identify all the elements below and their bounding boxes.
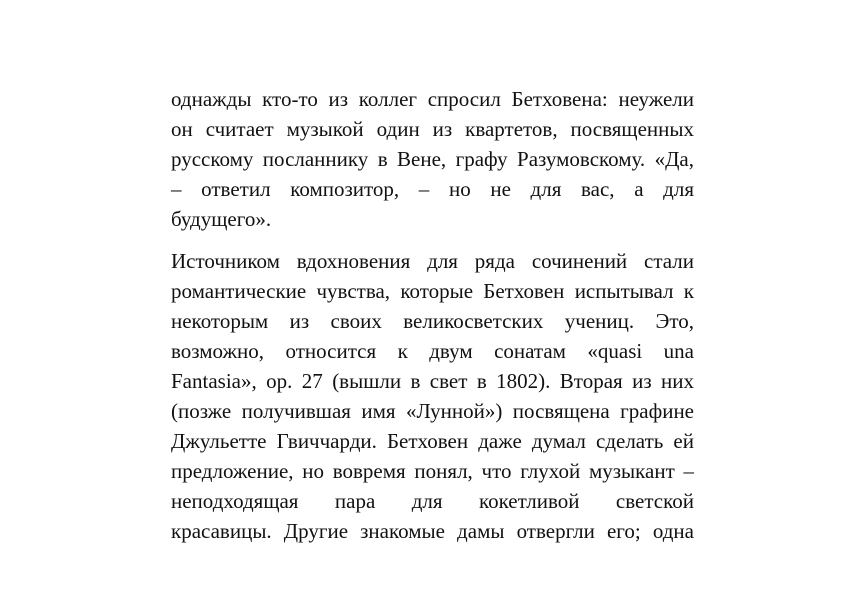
text-line: предложение, но вовремя понял, что глухой музыкант – <box>171 459 694 483</box>
paragraph-1 <box>171 84 694 234</box>
text-line: неподходящая пара для кокетливой светской <box>171 489 694 513</box>
text-line: Джульетте Гвиччарди. Бетховен даже думал сделать ей <box>171 429 694 453</box>
text-line: некоторым из своих великосветских учениц. Это, <box>171 309 694 333</box>
text-line: красавицы. Другие знакомые дамы отвергли его; одна <box>171 519 694 543</box>
paragraph-spacer <box>171 234 694 246</box>
text-line: романтические чувства, которые Бетховен испытывал к <box>171 279 694 303</box>
text-line: русскому посланнику в Вене, графу Разумовскому. «Да, <box>171 147 694 171</box>
text-line: Fantasia», op. 27 (вышли в свет в 1802). Вторая из них <box>171 369 694 393</box>
body-text <box>171 84 694 546</box>
text-line: Источником вдохновения для ряда сочинений стали <box>171 249 694 273</box>
text-line: (позже получившая имя «Лунной») посвящена графине <box>171 399 694 423</box>
text-line: будущего». <box>171 207 272 231</box>
text-line: возможно, относится к двум сонатам «quasi una <box>171 339 694 363</box>
text-line: однажды кто-то из коллег спросил Бетховена: неужели <box>171 87 694 111</box>
text-line: он считает музыкой один из квартетов, посвященных <box>171 117 694 141</box>
paragraph-2 <box>171 246 694 546</box>
text-line: – ответил композитор, – но не для вас, а для <box>171 177 694 201</box>
